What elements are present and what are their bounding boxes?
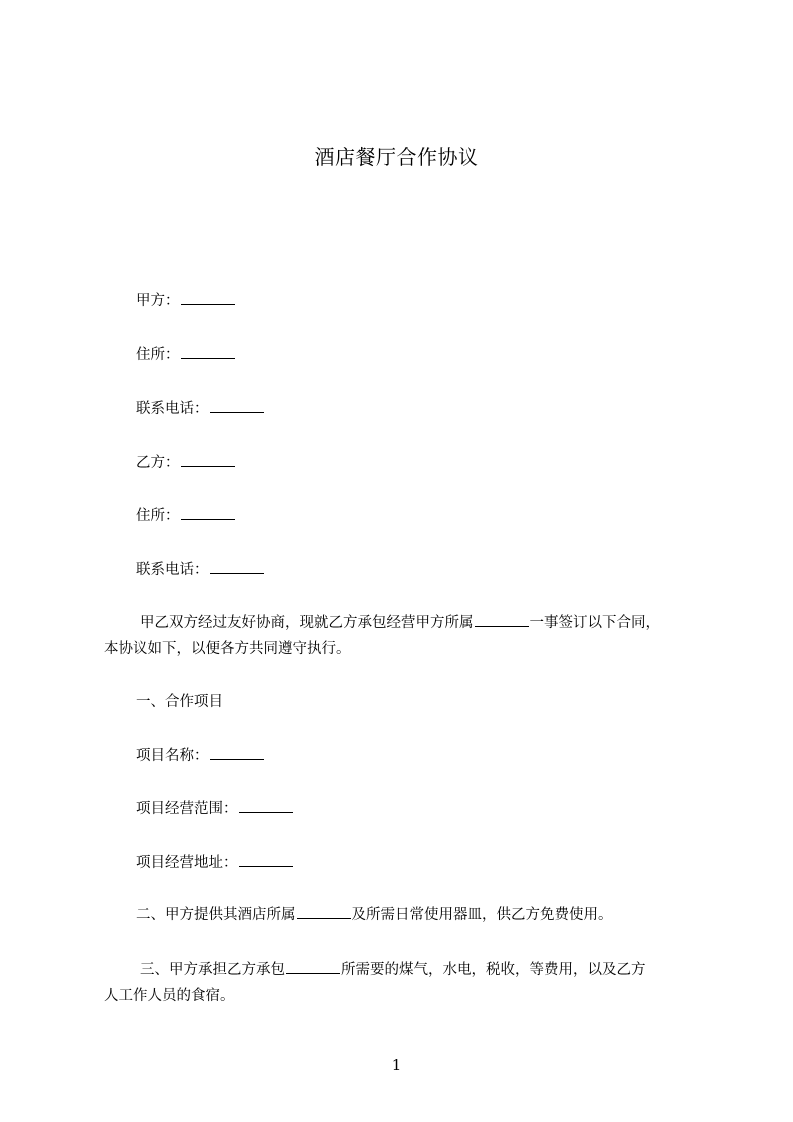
party-b-label: 乙方：: [136, 455, 180, 471]
project-name-label: 项目名称：: [136, 748, 209, 764]
section-3-line-2: [104, 986, 235, 1006]
project-name-blank: [210, 747, 264, 760]
party-b-line: [136, 453, 236, 473]
party-b-address-label: 住所：: [136, 508, 180, 524]
intro-line-2: [104, 639, 351, 659]
project-name-line: [136, 746, 265, 766]
party-b-address-line: [136, 506, 236, 526]
section-2-blank: [297, 906, 351, 919]
party-a-line: [136, 291, 236, 311]
intro-text-2: 一事签订以下合同，: [529, 615, 660, 631]
section-3-blank: [286, 961, 340, 974]
section-2-line: [136, 905, 613, 925]
party-a-address-blank: [181, 346, 235, 359]
section-2-text-1: 二、甲方提供其酒店所属: [136, 907, 296, 923]
section-1-heading-text: 一、合作项目: [136, 694, 223, 710]
party-a-blank: [181, 292, 235, 305]
project-address-line: [136, 853, 294, 873]
party-a-label: 甲方：: [136, 293, 180, 309]
party-b-address-blank: [181, 507, 235, 520]
project-address-label: 项目经营地址：: [136, 855, 238, 871]
section-3-text-2: 所需要的煤气，水电，税收，等费用，以及乙方: [341, 962, 646, 978]
party-b-blank: [181, 454, 235, 467]
section-3-text-3: 人工作人员的食宿。: [104, 988, 235, 1004]
project-scope-line: [136, 799, 294, 819]
intro-blank: [475, 614, 529, 627]
intro-text-1: 甲乙双方经过友好协商，现就乙方承包经营甲方所属: [140, 615, 474, 631]
project-scope-label: 项目经营范围：: [136, 801, 238, 817]
party-a-phone-line: [136, 399, 265, 419]
party-b-phone-blank: [210, 561, 264, 574]
project-address-blank: [239, 854, 293, 867]
section-1-heading: [136, 692, 223, 712]
party-a-address-line: [136, 345, 236, 365]
section-2-text-2: 及所需日常使用器皿，供乙方免费使用。: [351, 907, 613, 923]
document-title: 酒店餐厅合作协议: [314, 145, 479, 169]
party-b-phone-line: [136, 560, 265, 580]
party-a-phone-label: 联系电话：: [136, 401, 209, 417]
intro-line-1: [140, 613, 660, 633]
section-3-text-1: 三、甲方承担乙方承包: [140, 962, 285, 978]
page-number: 1: [391, 1056, 402, 1074]
party-a-phone-blank: [210, 400, 264, 413]
intro-text-3: 本协议如下，以便各方共同遵守执行。: [104, 641, 351, 657]
section-3-line-1: [140, 960, 646, 980]
party-b-phone-label: 联系电话：: [136, 562, 209, 578]
party-a-address-label: 住所：: [136, 347, 180, 363]
project-scope-blank: [239, 800, 293, 813]
